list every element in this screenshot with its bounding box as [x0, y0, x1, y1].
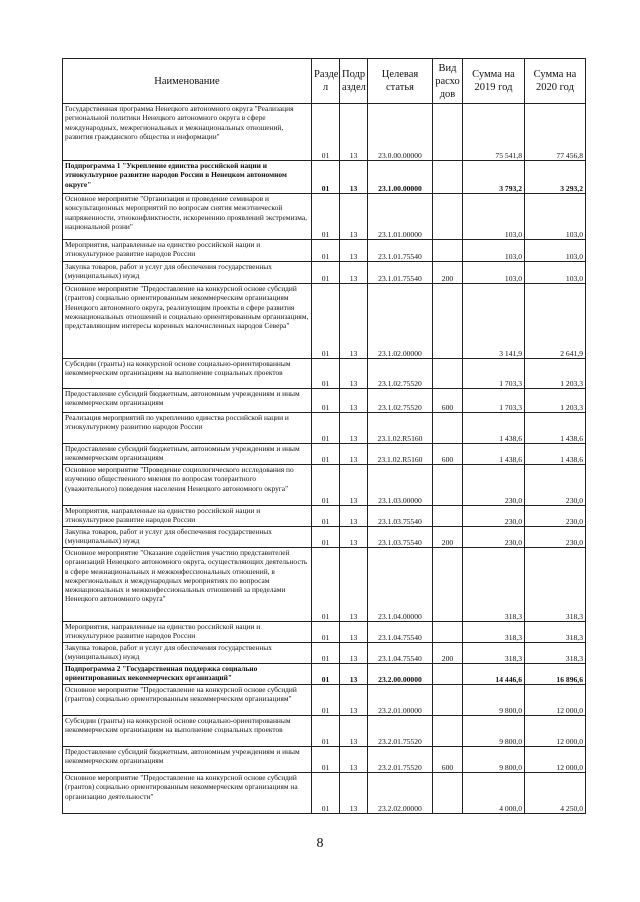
row-name: Основное мероприятие "Предоставление на конкурсной основе субсидий (грантов) социально ориентированным некоммерческим организациям": [63, 685, 312, 716]
row-section: 01: [312, 548, 340, 622]
row-sum-2020: 103,0: [525, 240, 586, 262]
budget-table: [62, 58, 586, 814]
row-subsection: 13: [340, 622, 368, 643]
row-expense-type: [433, 548, 463, 622]
row-subsection: 13: [340, 359, 368, 389]
header-sum-2020: Сумма на 2020 год: [525, 59, 586, 104]
row-target: 23.0.00.00000: [368, 104, 433, 161]
row-sum-2019: 1 438,6: [463, 444, 525, 465]
row-sum-2020: 318,3: [525, 548, 586, 622]
table-row: [63, 240, 586, 262]
row-sum-2019: 103,0: [463, 262, 525, 284]
row-subsection: 13: [340, 664, 368, 685]
header-sum-2019: Сумма на 2019 год: [463, 59, 525, 104]
table-row: [63, 262, 586, 284]
row-target: 23.1.02.75520: [368, 359, 433, 389]
header-name: Наименование: [63, 59, 312, 104]
row-section: 01: [312, 465, 340, 506]
row-subsection: 13: [340, 548, 368, 622]
row-subsection: 13: [340, 465, 368, 506]
row-expense-type: 200: [433, 643, 463, 664]
row-sum-2019: 9 800,0: [463, 685, 525, 716]
row-sum-2019: 230,0: [463, 506, 525, 527]
row-target: 23.2.01.00000: [368, 685, 433, 716]
row-sum-2019: 3 793,2: [463, 161, 525, 194]
table-row: [63, 413, 586, 444]
row-sum-2019: 3 141,9: [463, 284, 525, 359]
row-expense-type: 600: [433, 389, 463, 413]
row-target: 23.1.02.00000: [368, 284, 433, 359]
row-name: Мероприятия, направленные на единство российской нации и этнокультурное развитие народов России: [63, 506, 312, 527]
row-expense-type: [433, 194, 463, 240]
row-section: 01: [312, 527, 340, 548]
table-row: [63, 359, 586, 389]
row-target: 23.2.02.00000: [368, 773, 433, 814]
row-sum-2019: 9 800,0: [463, 716, 525, 747]
row-name: Мероприятия, направленные на единство российской нации и этнокультурное развитие народов России: [63, 622, 312, 643]
row-sum-2020: 103,0: [525, 194, 586, 240]
row-subsection: 13: [340, 284, 368, 359]
header-target: Целевая статья: [368, 59, 433, 104]
row-section: 01: [312, 685, 340, 716]
row-subsection: 13: [340, 716, 368, 747]
row-name: Мероприятия, направленные на единство российской нации и этнокультурное развитие народов России: [63, 240, 312, 262]
row-sum-2020: 230,0: [525, 465, 586, 506]
row-section: 01: [312, 413, 340, 444]
row-section: 01: [312, 716, 340, 747]
row-target: 23.1.03.75540: [368, 506, 433, 527]
table-row: [63, 747, 586, 773]
row-target: 23.2.01.75520: [368, 716, 433, 747]
row-section: 01: [312, 284, 340, 359]
row-subsection: 13: [340, 104, 368, 161]
row-target: 23.1.01.75540: [368, 240, 433, 262]
row-section: 01: [312, 506, 340, 527]
row-subsection: 13: [340, 643, 368, 664]
row-name: Основное мероприятие "Предоставление на конкурсной основе субсидий (грантов) социально ориентированным некоммерческим организациям Ненецкого автономного округа, реализующим проекты в сфере развития межнациональных отношений и социально ориентированным организациям, представляющим интересы коренных малочисленных народов Севера": [63, 284, 312, 359]
row-section: 01: [312, 359, 340, 389]
row-subsection: 13: [340, 161, 368, 194]
row-expense-type: [433, 716, 463, 747]
table-row: [63, 389, 586, 413]
row-expense-type: [433, 465, 463, 506]
row-section: 01: [312, 104, 340, 161]
row-expense-type: [433, 685, 463, 716]
table-body: [63, 104, 586, 814]
row-target: 23.1.00.00000: [368, 161, 433, 194]
row-target: 23.1.01.75540: [368, 262, 433, 284]
row-name: Подпрограмма 2 "Государственная поддержка социально ориентированных некоммерческих организаций": [63, 664, 312, 685]
table-row: [63, 444, 586, 465]
row-sum-2019: 4 000,0: [463, 773, 525, 814]
row-expense-type: [433, 773, 463, 814]
row-name: Предоставление субсидий бюджетным, автономным учреждениям и иным некоммерческим организациям: [63, 389, 312, 413]
table-row: [63, 622, 586, 643]
row-sum-2020: 12 000,0: [525, 747, 586, 773]
row-subsection: 13: [340, 262, 368, 284]
row-target: 23.1.04.00000: [368, 548, 433, 622]
row-sum-2020: 12 000,0: [525, 685, 586, 716]
row-name: Предоставление субсидий бюджетным, автономным учреждениям и иным некоммерческим организациям: [63, 747, 312, 773]
row-name: Субсидии (гранты) на конкурсной основе социально-ориентированным некоммерческим организациям на выполнение социальных проектов: [63, 716, 312, 747]
row-target: 23.1.04.75540: [368, 622, 433, 643]
row-name: Основное мероприятие "Проведение социологического исследования по изучению общественного мнения по вопросам толерантного (уважительного) поведения населения Ненецкого автономного округа": [63, 465, 312, 506]
table-row: [63, 194, 586, 240]
row-target: 23.1.04.75540: [368, 643, 433, 664]
row-section: 01: [312, 444, 340, 465]
row-sum-2019: 318,3: [463, 622, 525, 643]
row-sum-2020: 1 203,3: [525, 389, 586, 413]
page-number: 8: [316, 836, 324, 851]
row-name: Закупка товаров, работ и услуг для обеспечения государственных (муниципальных) нужд: [63, 527, 312, 548]
row-sum-2020: 4 250,0: [525, 773, 586, 814]
row-expense-type: [433, 622, 463, 643]
row-sum-2020: 2 641,9: [525, 284, 586, 359]
row-name: Государственная программа Ненецкого автономного округа "Реализация региональной политики Ненецкого автономного округа в сфере международных, межрегиональных и межнациональных отношений, развития гражданского общества и информации": [63, 104, 312, 161]
row-sum-2020: 318,3: [525, 643, 586, 664]
row-section: 01: [312, 622, 340, 643]
row-sum-2020: 1 438,6: [525, 444, 586, 465]
row-sum-2019: 318,3: [463, 548, 525, 622]
table-row: [63, 548, 586, 622]
row-sum-2019: 1 703,3: [463, 359, 525, 389]
row-expense-type: 200: [433, 262, 463, 284]
row-name: Реализация мероприятий по укреплению единства российской нации и этнокультурному развитию народов России: [63, 413, 312, 444]
row-target: 23.1.02.R5160: [368, 444, 433, 465]
table-header-row: [63, 59, 586, 104]
row-subsection: 13: [340, 685, 368, 716]
row-name: Закупка товаров, работ и услуг для обеспечения государственных (муниципальных) нужд: [63, 262, 312, 284]
row-subsection: 13: [340, 413, 368, 444]
row-subsection: 13: [340, 773, 368, 814]
table-row: [63, 716, 586, 747]
row-expense-type: [433, 359, 463, 389]
row-sum-2020: 16 896,6: [525, 664, 586, 685]
row-subsection: 13: [340, 389, 368, 413]
row-expense-type: [433, 240, 463, 262]
row-expense-type: 600: [433, 444, 463, 465]
row-expense-type: 600: [433, 747, 463, 773]
table-row: [63, 284, 586, 359]
row-name: Предоставление субсидий бюджетным, автономным учреждениям и иным некоммерческим организациям: [63, 444, 312, 465]
row-sum-2020: 3 293,2: [525, 161, 586, 194]
row-expense-type: 200: [433, 527, 463, 548]
row-expense-type: [433, 284, 463, 359]
row-target: 23.1.02.75520: [368, 389, 433, 413]
row-expense-type: [433, 161, 463, 194]
table-row: [63, 773, 586, 814]
row-sum-2019: 230,0: [463, 465, 525, 506]
row-sum-2019: 103,0: [463, 240, 525, 262]
table-row: [63, 685, 586, 716]
table-row: [63, 527, 586, 548]
table-row: [63, 643, 586, 664]
row-subsection: 13: [340, 240, 368, 262]
row-name: Основное мероприятие "Организация и проведение семинаров и консультационных мероприятий по вопросам снятия межэтнической напряженности, этноконфликтности, искоренению проявлений экстремизма, национальной розни": [63, 194, 312, 240]
row-expense-type: [433, 664, 463, 685]
row-section: 01: [312, 664, 340, 685]
row-subsection: 13: [340, 506, 368, 527]
row-target: 23.2.01.75520: [368, 747, 433, 773]
row-name: Основное мероприятие "Предоставление на конкурсной основе субсидий (грантов) социально ориентированным некоммерческим организациям на организацию деятельности": [63, 773, 312, 814]
row-sum-2020: 230,0: [525, 527, 586, 548]
row-subsection: 13: [340, 444, 368, 465]
header-subsection: Подр аздел: [340, 59, 368, 104]
row-sum-2019: 1 703,3: [463, 389, 525, 413]
row-sum-2019: 75 541,8: [463, 104, 525, 161]
row-section: 01: [312, 389, 340, 413]
row-name: Субсидии (гранты) на конкурсной основе социально-ориентированным некоммерческим организациям на выполнение социальных проектов: [63, 359, 312, 389]
row-section: 01: [312, 262, 340, 284]
row-name: Подпрограмма 1 "Укрепление единства российской нации и этнокультурное развитие народов России в Ненецком автономном округе": [63, 161, 312, 194]
row-name: Основное мероприятие "Оказание содействия участию представителей организаций Ненецкого автономного округа, осуществляющих деятельность в сфере межнациональных и межконфессиональных отношений, в межрегиональных и международных мероприятиях по вопросам межнациональных и межконфессиональных отношений за пределами Ненецкого автономного округа": [63, 548, 312, 622]
row-target: 23.1.02.R5160: [368, 413, 433, 444]
row-target: 23.2.00.00000: [368, 664, 433, 685]
row-expense-type: [433, 413, 463, 444]
row-section: 01: [312, 773, 340, 814]
row-target: 23.1.03.00000: [368, 465, 433, 506]
row-section: 01: [312, 161, 340, 194]
row-sum-2020: 12 000,0: [525, 716, 586, 747]
row-sum-2020: 318,3: [525, 622, 586, 643]
row-sum-2019: 14 446,6: [463, 664, 525, 685]
row-section: 01: [312, 194, 340, 240]
row-subsection: 13: [340, 194, 368, 240]
row-expense-type: [433, 104, 463, 161]
row-expense-type: [433, 506, 463, 527]
row-sum-2019: 318,3: [463, 643, 525, 664]
table-row: [63, 506, 586, 527]
row-subsection: 13: [340, 747, 368, 773]
row-section: 01: [312, 643, 340, 664]
row-sum-2019: 9 800,0: [463, 747, 525, 773]
row-section: 01: [312, 747, 340, 773]
row-sum-2020: 230,0: [525, 506, 586, 527]
row-subsection: 13: [340, 527, 368, 548]
table-row: [63, 104, 586, 161]
row-sum-2020: 1 203,3: [525, 359, 586, 389]
row-sum-2020: 77 456,8: [525, 104, 586, 161]
row-target: 23.1.01.00000: [368, 194, 433, 240]
header-section: Разде л: [312, 59, 340, 104]
row-sum-2020: 103,0: [525, 262, 586, 284]
row-target: 23.1.03.75540: [368, 527, 433, 548]
header-expense-type: Вид расхо дов: [433, 59, 463, 104]
row-sum-2019: 230,0: [463, 527, 525, 548]
table-row: [63, 161, 586, 194]
table-row: [63, 465, 586, 506]
row-name: Закупка товаров, работ и услуг для обеспечения государственных (муниципальных) нужд: [63, 643, 312, 664]
row-sum-2019: 1 438,6: [463, 413, 525, 444]
row-sum-2019: 103,0: [463, 194, 525, 240]
row-section: 01: [312, 240, 340, 262]
row-sum-2020: 1 438,6: [525, 413, 586, 444]
table-row: [63, 664, 586, 685]
